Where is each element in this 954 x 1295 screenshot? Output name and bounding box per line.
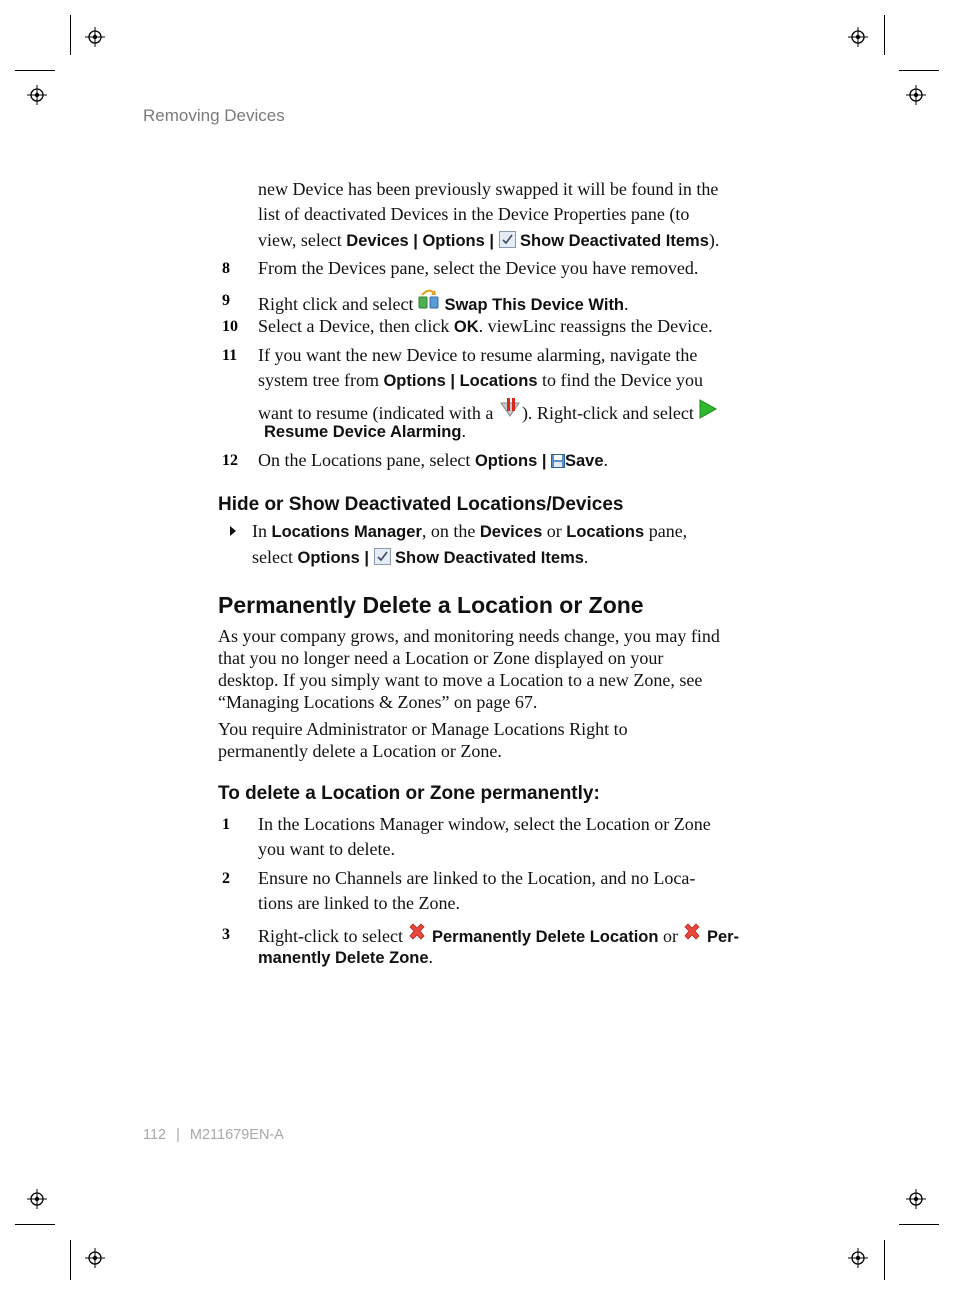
text-run: .	[624, 294, 629, 314]
step-text	[258, 370, 703, 391]
text-run: to find the Device you	[537, 370, 703, 390]
triangle-bullet-icon	[229, 525, 237, 537]
text-run: or	[658, 926, 683, 946]
red-x-delete-icon	[682, 922, 702, 942]
procedure-heading: To delete a Location or Zone permanently:	[218, 783, 600, 804]
registration-mark-icon	[906, 1189, 926, 1209]
text-run: or	[542, 521, 567, 541]
menu-item-label: Save	[564, 452, 604, 470]
continuation-line: list of deactivated Devices in the Device Properties pane (to	[258, 204, 690, 224]
text-run: .	[461, 421, 466, 441]
text-run: .	[583, 547, 589, 567]
menu-item-label: Show Deactivated Items	[520, 232, 709, 250]
crop-mark	[884, 1240, 885, 1280]
menu-path: Options |	[474, 452, 547, 470]
step-text: tions are linked to the Zone.	[258, 893, 460, 913]
page-footer	[143, 1127, 284, 1143]
red-x-delete-icon	[407, 922, 427, 942]
text-run: ).	[708, 230, 720, 250]
step-text: From the Devices pane, select the Device you have removed.	[258, 258, 699, 278]
crop-mark	[15, 1224, 55, 1225]
resume-play-icon	[698, 399, 718, 419]
paragraph-line: that you no longer need a Location or Zone displayed on your	[218, 648, 664, 668]
text-run: .	[428, 947, 434, 967]
checkbox-checked-icon	[374, 548, 391, 565]
alarm-paused-icon	[498, 397, 522, 419]
paragraph-line: permanently delete a Location or Zone.	[218, 741, 502, 761]
crop-mark	[884, 15, 885, 55]
checkbox-checked-icon	[499, 231, 516, 248]
step-number: 10	[222, 318, 238, 335]
button-label: OK	[453, 318, 479, 336]
paragraph-line: You require Administrator or Manage Locations Right to	[218, 719, 628, 739]
text-run: Select a Device, then click	[258, 316, 454, 336]
step-text	[258, 288, 629, 315]
step-number: 9	[222, 292, 230, 309]
menu-item-label: Resume Device Alarming	[264, 423, 462, 441]
bullet-text	[252, 521, 687, 542]
registration-mark-icon	[27, 85, 47, 105]
menu-item-label: Permanently Delete Location	[431, 928, 659, 946]
text-run: Right click and select	[258, 294, 418, 314]
text-run: On the Locations pane, select	[258, 450, 475, 470]
page-number: 112	[143, 1127, 167, 1143]
crop-mark	[70, 15, 71, 55]
continuation-line	[258, 230, 719, 251]
step-text	[264, 421, 466, 442]
menu-item-label: Show Deactivated Items	[395, 549, 584, 567]
text-run: pane,	[644, 521, 688, 541]
step-text	[258, 947, 433, 968]
menu-item-label: Per-	[706, 928, 740, 946]
text-run: select	[252, 547, 298, 567]
text-run: system tree from	[258, 370, 384, 390]
registration-mark-icon	[906, 85, 926, 105]
pane-name: Locations	[566, 523, 645, 541]
paragraph-line: desktop. If you simply want to move a Location to a new Zone, see	[218, 670, 703, 690]
text-run: Right-click to select	[258, 926, 408, 946]
document-id: M211679EN-A	[189, 1127, 284, 1143]
step-number: 8	[222, 260, 230, 277]
step-number: 11	[222, 347, 238, 364]
running-header: Removing Devices	[143, 106, 285, 125]
step-text	[258, 316, 713, 337]
window-name: Locations Manager	[271, 523, 422, 541]
menu-path: Options |	[297, 549, 370, 567]
step-text	[258, 450, 608, 471]
step-text: you want to delete.	[258, 839, 395, 859]
footer-separator: |	[176, 1127, 180, 1143]
step-text	[258, 397, 718, 424]
registration-mark-icon	[85, 1248, 105, 1268]
crop-mark	[70, 1240, 71, 1280]
text-run: view, select	[258, 230, 347, 250]
swap-device-icon	[418, 288, 440, 310]
crop-mark	[15, 70, 55, 71]
bullet-text	[252, 547, 588, 568]
text-run: ). Right-click and select	[521, 403, 694, 423]
step-number: 1	[222, 816, 230, 833]
registration-mark-icon	[848, 27, 868, 47]
menu-path: Devices | Options |	[346, 232, 494, 250]
registration-mark-icon	[27, 1189, 47, 1209]
menu-item-label: Swap This Device With	[444, 296, 625, 314]
step-text: Ensure no Channels are linked to the Location, and no Loca-	[258, 868, 696, 888]
registration-mark-icon	[848, 1248, 868, 1268]
step-number: 2	[222, 870, 230, 887]
text-run: . viewLinc reassigns the Device.	[478, 316, 713, 336]
menu-item-label: manently Delete Zone	[258, 949, 429, 967]
registration-mark-icon	[85, 27, 105, 47]
step-number: 3	[222, 926, 230, 943]
crop-mark	[899, 70, 939, 71]
text-run: , on the	[421, 521, 480, 541]
step-text: In the Locations Manager window, select the Location or Zone	[258, 814, 711, 834]
section-heading: Hide or Show Deactivated Locations/Devices	[218, 494, 624, 515]
text-run: want to resume (indicated with a	[258, 403, 498, 423]
text-run: In	[252, 521, 272, 541]
step-number: 12	[222, 452, 238, 469]
step-text	[258, 922, 739, 947]
paragraph-line: As your company grows, and monitoring needs change, you may find	[218, 626, 720, 646]
paragraph-line: “Managing Locations & Zones” on page 67.	[218, 692, 538, 712]
save-disk-icon	[551, 454, 565, 468]
continuation-line: new Device has been previously swapped it will be found in the	[258, 179, 719, 199]
crop-mark	[899, 1224, 939, 1225]
step-text: If you want the new Device to resume alarming, navigate the	[258, 345, 698, 365]
section-title: Permanently Delete a Location or Zone	[218, 592, 644, 618]
text-run: .	[603, 450, 609, 470]
menu-path: Options | Locations	[383, 372, 538, 390]
pane-name: Devices	[479, 523, 543, 541]
